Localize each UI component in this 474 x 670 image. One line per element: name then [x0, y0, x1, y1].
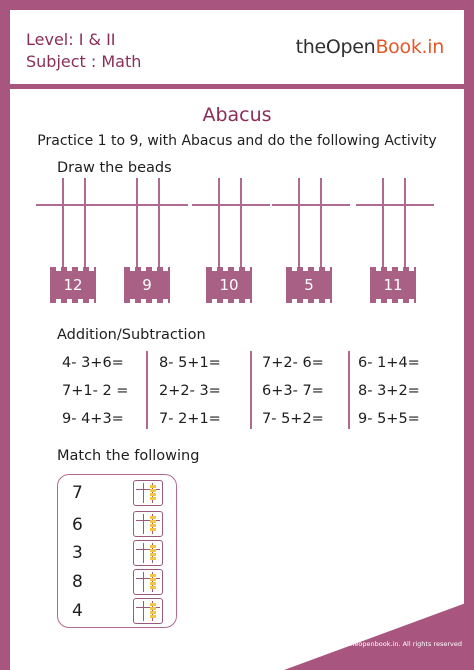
brand-logo-part1: theOpen — [295, 36, 376, 58]
mini-abacus-beads — [150, 516, 156, 532]
column-divider — [250, 351, 252, 429]
abacus-number-tag: 11 — [370, 270, 416, 300]
mini-abacus-beam — [136, 607, 160, 608]
mini-abacus-picture — [133, 598, 163, 624]
section-draw-beads: Draw the beads — [57, 160, 172, 176]
mini-abacus-rod — [143, 514, 144, 534]
math-problem: 7+1- 2 = — [62, 383, 129, 399]
abacus-diagram — [360, 178, 430, 318]
math-problem: 4- 3+6= — [62, 355, 124, 371]
mini-abacus-beam — [136, 520, 160, 521]
mini-abacus-beads — [150, 485, 156, 501]
math-problem: 7+2- 6= — [262, 355, 324, 371]
math-problem: 8- 3+2= — [358, 383, 420, 399]
abacus-rod — [218, 178, 220, 274]
abacus-rod — [298, 178, 300, 274]
abacus-number-tag: 12 — [50, 270, 96, 300]
mini-abacus-rod — [143, 601, 144, 621]
math-problem: 8- 5+1= — [159, 355, 221, 371]
subject-label: Subject : Math — [26, 52, 142, 71]
mini-abacus-beam — [136, 489, 160, 490]
mini-abacus-rod — [143, 483, 144, 503]
abacus-beam — [36, 204, 114, 206]
copyright-text: Copyright © theopenbook.in. All rights reserved — [305, 640, 462, 648]
match-number: 4 — [72, 601, 83, 621]
section-addition-subtraction: Addition/Subtraction — [57, 327, 206, 343]
brand-logo-part2: Book.in — [375, 36, 444, 58]
abacus-rod — [158, 178, 160, 274]
math-problem: 2+2- 3= — [159, 383, 221, 399]
mini-abacus-picture — [133, 480, 163, 506]
abacus-rod — [320, 178, 322, 274]
abacus-number-tag: 5 — [286, 270, 332, 300]
match-number: 6 — [72, 515, 83, 535]
column-divider — [348, 351, 350, 429]
math-problem: 7- 5+2= — [262, 411, 324, 427]
abacus-diagram — [40, 178, 110, 318]
math-problem: 9- 5+5= — [358, 411, 420, 427]
abacus-rod — [382, 178, 384, 274]
page-title: Abacus — [202, 104, 272, 126]
mini-abacus-beam — [136, 549, 160, 550]
abacus-rod — [240, 178, 242, 274]
match-number: 7 — [72, 483, 83, 503]
abacus-beam — [110, 204, 188, 206]
level-label: Level: I & II — [26, 30, 116, 49]
abacus-rod — [84, 178, 86, 274]
mini-abacus-beads — [150, 545, 156, 561]
header-divider — [0, 84, 474, 89]
frame-top-border — [0, 0, 474, 10]
mini-abacus-beads — [150, 603, 156, 619]
mini-abacus-picture — [133, 511, 163, 537]
mini-abacus-beam — [136, 578, 160, 579]
mini-abacus-picture — [133, 569, 163, 595]
match-number: 3 — [72, 543, 83, 563]
column-divider — [146, 351, 148, 429]
footer-wedge-shape — [284, 600, 474, 670]
mini-abacus-picture — [133, 540, 163, 566]
footer-wedge — [284, 600, 474, 670]
brand-logo — [296, 36, 444, 58]
math-problem: 9- 4+3= — [62, 411, 124, 427]
frame-left-border — [0, 0, 10, 670]
math-problem: 6- 1+4= — [358, 355, 420, 371]
mini-abacus-beads — [150, 574, 156, 590]
abacus-diagram — [114, 178, 184, 318]
math-problem: 7- 2+1= — [159, 411, 221, 427]
frame-right-border — [464, 0, 474, 670]
match-number: 8 — [72, 572, 83, 592]
abacus-diagram — [276, 178, 346, 318]
abacus-rod — [404, 178, 406, 274]
abacus-number-tag: 10 — [206, 270, 252, 300]
abacus-diagram — [196, 178, 266, 318]
mini-abacus-rod — [143, 572, 144, 592]
abacus-number-tag: 9 — [124, 270, 170, 300]
abacus-beam — [272, 204, 350, 206]
abacus-rod — [136, 178, 138, 274]
abacus-rod — [62, 178, 64, 274]
math-problem: 6+3- 7= — [262, 383, 324, 399]
instruction-text: Practice 1 to 9, with Abacus and do the following Activity — [37, 133, 437, 149]
mini-abacus-rod — [143, 543, 144, 563]
abacus-beam — [192, 204, 270, 206]
abacus-beam — [356, 204, 434, 206]
section-match-following: Match the following — [57, 448, 200, 464]
